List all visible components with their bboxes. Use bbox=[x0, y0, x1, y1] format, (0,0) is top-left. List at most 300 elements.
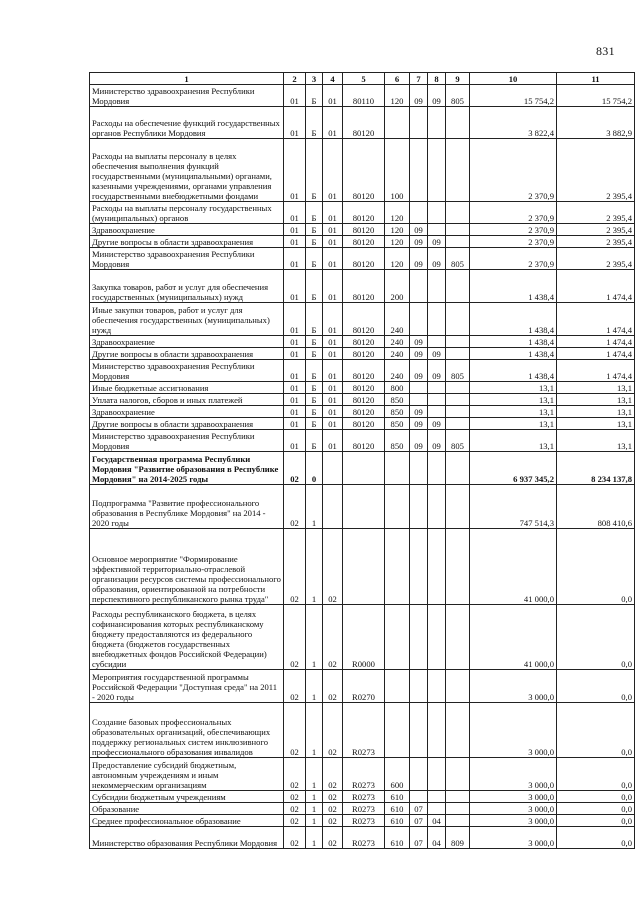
code-cell: 01 bbox=[323, 248, 343, 270]
code-cell bbox=[446, 107, 470, 139]
code-cell bbox=[428, 406, 446, 418]
code-cell: 80120 bbox=[343, 303, 385, 336]
table-row bbox=[90, 224, 635, 236]
code-cell: R0273 bbox=[343, 815, 385, 827]
header-cell: 9 bbox=[446, 73, 470, 85]
code-cell: 01 bbox=[323, 430, 343, 452]
code-cell: 01 bbox=[323, 224, 343, 236]
code-cell: 02 bbox=[323, 791, 343, 803]
code-cell bbox=[385, 485, 410, 529]
code-cell: Б bbox=[306, 202, 323, 224]
code-cell: 01 bbox=[284, 382, 306, 394]
amount-cell: 1 438,4 bbox=[470, 336, 557, 348]
header-cell: 10 bbox=[470, 73, 557, 85]
code-cell: 02 bbox=[323, 758, 343, 791]
code-cell bbox=[446, 406, 470, 418]
code-cell: 805 bbox=[446, 430, 470, 452]
code-cell: Б bbox=[306, 394, 323, 406]
code-cell: 01 bbox=[323, 418, 343, 430]
code-cell: R0273 bbox=[343, 791, 385, 803]
code-cell: 80120 bbox=[343, 224, 385, 236]
code-cell: Б bbox=[306, 406, 323, 418]
amount-cell: 0,0 bbox=[557, 815, 635, 827]
code-cell bbox=[446, 382, 470, 394]
code-cell bbox=[410, 703, 428, 758]
code-cell bbox=[446, 758, 470, 791]
code-cell: 01 bbox=[323, 303, 343, 336]
code-cell: 01 bbox=[323, 336, 343, 348]
item-name-cell: Министерство здравоохранения Республики Мордовия bbox=[90, 85, 284, 107]
code-cell: 01 bbox=[323, 382, 343, 394]
amount-cell: 13,1 bbox=[557, 418, 635, 430]
header-cell: 11 bbox=[557, 73, 635, 85]
header-cell: 7 bbox=[410, 73, 428, 85]
code-cell: 02 bbox=[323, 529, 343, 605]
table-row bbox=[90, 85, 635, 107]
code-cell: 09 bbox=[428, 85, 446, 107]
code-cell: 02 bbox=[284, 670, 306, 703]
amount-cell: 1 474,4 bbox=[557, 303, 635, 336]
table-row bbox=[90, 605, 635, 670]
code-cell bbox=[410, 202, 428, 224]
code-cell: 80120 bbox=[343, 348, 385, 360]
item-name-cell: Создание базовых профессиональных образовательных организаций, обеспечивающих поддержку региональных систем инклюзивного профессионального образования инвалидов bbox=[90, 703, 284, 758]
code-cell: 02 bbox=[284, 815, 306, 827]
code-cell: 120 bbox=[385, 85, 410, 107]
code-cell bbox=[428, 703, 446, 758]
code-cell bbox=[343, 452, 385, 485]
amount-cell: 2 395,4 bbox=[557, 224, 635, 236]
item-name-cell: Другие вопросы в области здравоохранения bbox=[90, 348, 284, 360]
code-cell bbox=[428, 670, 446, 703]
amount-cell: 1 474,4 bbox=[557, 360, 635, 382]
amount-cell: 13,1 bbox=[557, 406, 635, 418]
code-cell: 1 bbox=[306, 803, 323, 815]
code-cell: 850 bbox=[385, 430, 410, 452]
code-cell bbox=[446, 791, 470, 803]
amount-cell: 747 514,3 bbox=[470, 485, 557, 529]
code-cell bbox=[385, 107, 410, 139]
item-name-cell: Уплата налогов, сборов и иных платежей bbox=[90, 394, 284, 406]
code-cell: 09 bbox=[410, 418, 428, 430]
amount-cell: 13,1 bbox=[470, 394, 557, 406]
code-cell bbox=[428, 394, 446, 406]
code-cell bbox=[428, 382, 446, 394]
code-cell bbox=[410, 394, 428, 406]
code-cell bbox=[446, 139, 470, 202]
code-cell: 01 bbox=[284, 394, 306, 406]
code-cell: 09 bbox=[428, 348, 446, 360]
amount-cell: 6 937 345,2 bbox=[470, 452, 557, 485]
code-cell bbox=[343, 485, 385, 529]
code-cell: 07 bbox=[410, 803, 428, 815]
code-cell: 610 bbox=[385, 791, 410, 803]
code-cell: 09 bbox=[410, 406, 428, 418]
budget-table bbox=[89, 72, 635, 849]
item-name-cell: Иные закупки товаров, работ и услуг для обеспечения государственных (муниципальных) нужд bbox=[90, 303, 284, 336]
code-cell: 80120 bbox=[343, 406, 385, 418]
code-cell: 09 bbox=[428, 360, 446, 382]
code-cell: 02 bbox=[284, 703, 306, 758]
amount-cell: 0,0 bbox=[557, 791, 635, 803]
code-cell bbox=[446, 670, 470, 703]
code-cell: 01 bbox=[284, 418, 306, 430]
table-row bbox=[90, 382, 635, 394]
amount-cell: 3 000,0 bbox=[470, 758, 557, 791]
item-name-cell: Другие вопросы в области здравоохранения bbox=[90, 236, 284, 248]
amount-cell: 0,0 bbox=[557, 703, 635, 758]
code-cell: 120 bbox=[385, 236, 410, 248]
amount-cell: 2 370,9 bbox=[470, 236, 557, 248]
code-cell: 02 bbox=[284, 758, 306, 791]
item-name-cell: Министерство здравоохранения Республики Мордовия bbox=[90, 248, 284, 270]
code-cell: 04 bbox=[428, 827, 446, 849]
code-cell: Б bbox=[306, 139, 323, 202]
code-cell: 240 bbox=[385, 336, 410, 348]
code-cell bbox=[410, 758, 428, 791]
table-row bbox=[90, 360, 635, 382]
amount-cell: 3 000,0 bbox=[470, 703, 557, 758]
code-cell: 02 bbox=[323, 605, 343, 670]
code-cell: 09 bbox=[428, 248, 446, 270]
code-cell bbox=[446, 605, 470, 670]
amount-cell: 0,0 bbox=[557, 803, 635, 815]
code-cell: 07 bbox=[410, 827, 428, 849]
code-cell bbox=[446, 348, 470, 360]
code-cell: 1 bbox=[306, 529, 323, 605]
table-row bbox=[90, 815, 635, 827]
code-cell: Б bbox=[306, 303, 323, 336]
code-cell: 200 bbox=[385, 270, 410, 303]
amount-cell: 2 370,9 bbox=[470, 224, 557, 236]
table-row bbox=[90, 670, 635, 703]
code-cell: 240 bbox=[385, 360, 410, 382]
code-cell: 1 bbox=[306, 605, 323, 670]
code-cell bbox=[446, 336, 470, 348]
table-row bbox=[90, 703, 635, 758]
code-cell bbox=[385, 529, 410, 605]
amount-cell: 8 234 137,8 bbox=[557, 452, 635, 485]
code-cell: 01 bbox=[284, 270, 306, 303]
code-cell bbox=[446, 236, 470, 248]
amount-cell: 1 438,4 bbox=[470, 303, 557, 336]
code-cell: Б bbox=[306, 360, 323, 382]
table-row bbox=[90, 406, 635, 418]
header-cell: 3 bbox=[306, 73, 323, 85]
amount-cell: 1 474,4 bbox=[557, 336, 635, 348]
code-cell: 800 bbox=[385, 382, 410, 394]
code-cell bbox=[410, 303, 428, 336]
item-name-cell: Расходы на выплаты персоналу государственных (муниципальных) органов bbox=[90, 202, 284, 224]
code-cell bbox=[428, 107, 446, 139]
item-name-cell: Другие вопросы в области здравоохранения bbox=[90, 418, 284, 430]
code-cell bbox=[385, 703, 410, 758]
amount-cell: 15 754,2 bbox=[557, 85, 635, 107]
code-cell bbox=[428, 485, 446, 529]
code-cell: 01 bbox=[284, 85, 306, 107]
code-cell bbox=[428, 202, 446, 224]
amount-cell: 13,1 bbox=[557, 382, 635, 394]
code-cell: 02 bbox=[323, 670, 343, 703]
code-cell: 01 bbox=[323, 348, 343, 360]
code-cell: 80120 bbox=[343, 430, 385, 452]
table-row bbox=[90, 248, 635, 270]
code-cell: 80120 bbox=[343, 139, 385, 202]
code-cell: R0273 bbox=[343, 827, 385, 849]
code-cell: 02 bbox=[323, 803, 343, 815]
amount-cell: 1 474,4 bbox=[557, 348, 635, 360]
code-cell: 09 bbox=[410, 224, 428, 236]
code-cell bbox=[428, 452, 446, 485]
code-cell: Б bbox=[306, 348, 323, 360]
code-cell: 01 bbox=[284, 107, 306, 139]
table-row bbox=[90, 418, 635, 430]
amount-cell: 13,1 bbox=[470, 406, 557, 418]
table-row bbox=[90, 236, 635, 248]
item-name-cell: Среднее профессиональное образование bbox=[90, 815, 284, 827]
code-cell: 850 bbox=[385, 394, 410, 406]
code-cell: Б bbox=[306, 85, 323, 107]
code-cell: 01 bbox=[323, 270, 343, 303]
code-cell: 01 bbox=[323, 202, 343, 224]
code-cell bbox=[446, 452, 470, 485]
amount-cell: 2 370,9 bbox=[470, 248, 557, 270]
code-cell: 09 bbox=[410, 430, 428, 452]
code-cell: 80120 bbox=[343, 382, 385, 394]
code-cell bbox=[385, 670, 410, 703]
code-cell bbox=[446, 703, 470, 758]
code-cell bbox=[446, 485, 470, 529]
amount-cell: 0,0 bbox=[557, 758, 635, 791]
code-cell: 02 bbox=[284, 605, 306, 670]
code-cell bbox=[410, 382, 428, 394]
item-name-cell: Расходы республиканского бюджета, в целях софинансирования которых республиканскому бюджету предоставляются из федерального бюджета (бюджетов государственных внебюджетных фондов Российской Федерации) субсидии bbox=[90, 605, 284, 670]
table-row bbox=[90, 394, 635, 406]
code-cell bbox=[428, 803, 446, 815]
amount-cell: 0,0 bbox=[557, 827, 635, 849]
code-cell bbox=[446, 202, 470, 224]
table-row bbox=[90, 758, 635, 791]
code-cell: 02 bbox=[284, 803, 306, 815]
code-cell bbox=[446, 394, 470, 406]
header-cell: 8 bbox=[428, 73, 446, 85]
amount-cell: 13,1 bbox=[470, 418, 557, 430]
code-cell: 02 bbox=[284, 452, 306, 485]
code-cell: 1 bbox=[306, 703, 323, 758]
code-cell bbox=[428, 139, 446, 202]
table-row bbox=[90, 107, 635, 139]
code-cell bbox=[446, 303, 470, 336]
code-cell bbox=[410, 791, 428, 803]
item-name-cell: Подпрограмма "Развитие профессионального образования в Республике Мордовия" на 2014 - 2020 годы bbox=[90, 485, 284, 529]
table-row bbox=[90, 270, 635, 303]
code-cell: 610 bbox=[385, 827, 410, 849]
item-name-cell: Основное мероприятие "Формирование эффективной территориально-отраслевой организации ресурсов системы профессионального образования, ориентированной на потребности перспективного республиканского рынка труда" bbox=[90, 529, 284, 605]
header-cell: 2 bbox=[284, 73, 306, 85]
code-cell: 01 bbox=[323, 406, 343, 418]
amount-cell: 13,1 bbox=[557, 394, 635, 406]
code-cell: 80120 bbox=[343, 270, 385, 303]
code-cell bbox=[428, 758, 446, 791]
code-cell: Б bbox=[306, 107, 323, 139]
code-cell: 07 bbox=[410, 815, 428, 827]
code-cell: 120 bbox=[385, 248, 410, 270]
amount-cell: 2 370,9 bbox=[470, 202, 557, 224]
code-cell: R0273 bbox=[343, 758, 385, 791]
amount-cell: 2 395,4 bbox=[557, 139, 635, 202]
table-row bbox=[90, 348, 635, 360]
header-cell: 5 bbox=[343, 73, 385, 85]
code-cell: 09 bbox=[428, 430, 446, 452]
table-row bbox=[90, 303, 635, 336]
amount-cell: 1 438,4 bbox=[470, 270, 557, 303]
item-name-cell: Иные бюджетные ассигнования bbox=[90, 382, 284, 394]
item-name-cell: Государственная программа Республики Мордовия "Развитие образования в Республике Мордовия" на 2014-2025 годы bbox=[90, 452, 284, 485]
table-row bbox=[90, 452, 635, 485]
header-cell: 6 bbox=[385, 73, 410, 85]
code-cell: 02 bbox=[284, 529, 306, 605]
code-cell: R0000 bbox=[343, 605, 385, 670]
code-cell: 02 bbox=[323, 703, 343, 758]
code-cell: 240 bbox=[385, 348, 410, 360]
code-cell: 80120 bbox=[343, 336, 385, 348]
code-cell: 01 bbox=[284, 236, 306, 248]
table-row bbox=[90, 485, 635, 529]
code-cell bbox=[323, 452, 343, 485]
header-cell: 1 bbox=[90, 73, 284, 85]
amount-cell: 2 395,4 bbox=[557, 202, 635, 224]
code-cell: 1 bbox=[306, 791, 323, 803]
code-cell: 01 bbox=[284, 406, 306, 418]
code-cell bbox=[446, 815, 470, 827]
code-cell: 09 bbox=[428, 418, 446, 430]
code-cell: 01 bbox=[284, 348, 306, 360]
code-cell bbox=[428, 336, 446, 348]
code-cell: 120 bbox=[385, 224, 410, 236]
code-cell: 09 bbox=[410, 236, 428, 248]
code-cell: 09 bbox=[410, 336, 428, 348]
code-cell: 610 bbox=[385, 815, 410, 827]
amount-cell: 3 822,4 bbox=[470, 107, 557, 139]
code-cell: R0273 bbox=[343, 803, 385, 815]
code-cell: R0270 bbox=[343, 670, 385, 703]
amount-cell: 808 410,6 bbox=[557, 485, 635, 529]
code-cell bbox=[446, 224, 470, 236]
code-cell: Б bbox=[306, 248, 323, 270]
code-cell: 01 bbox=[323, 107, 343, 139]
item-name-cell: Образование bbox=[90, 803, 284, 815]
amount-cell: 0,0 bbox=[557, 605, 635, 670]
code-cell bbox=[385, 605, 410, 670]
amount-cell: 2 370,9 bbox=[470, 139, 557, 202]
table-row bbox=[90, 202, 635, 224]
code-cell: Б bbox=[306, 418, 323, 430]
table-row bbox=[90, 803, 635, 815]
code-cell: 09 bbox=[410, 248, 428, 270]
code-cell: 80120 bbox=[343, 418, 385, 430]
code-cell: 01 bbox=[284, 248, 306, 270]
code-cell bbox=[428, 224, 446, 236]
code-cell: 04 bbox=[428, 815, 446, 827]
item-name-cell: Здравоохранение bbox=[90, 406, 284, 418]
code-cell: 01 bbox=[284, 336, 306, 348]
code-cell: 09 bbox=[428, 236, 446, 248]
code-cell bbox=[446, 270, 470, 303]
code-cell bbox=[428, 270, 446, 303]
code-cell: 1 bbox=[306, 815, 323, 827]
code-cell: Б bbox=[306, 236, 323, 248]
code-cell: 09 bbox=[410, 85, 428, 107]
item-name-cell: Расходы на обеспечение функций государственных органов Республики Мордовия bbox=[90, 107, 284, 139]
code-cell: 1 bbox=[306, 485, 323, 529]
amount-cell: 1 438,4 bbox=[470, 360, 557, 382]
amount-cell: 1 474,4 bbox=[557, 270, 635, 303]
amount-cell: 41 000,0 bbox=[470, 605, 557, 670]
code-cell bbox=[323, 485, 343, 529]
item-name-cell: Министерство здравоохранения Республики Мордовия bbox=[90, 430, 284, 452]
amount-cell: 3 000,0 bbox=[470, 670, 557, 703]
code-cell bbox=[428, 791, 446, 803]
code-cell bbox=[410, 485, 428, 529]
table-row bbox=[90, 827, 635, 849]
amount-cell: 15 754,2 bbox=[470, 85, 557, 107]
table-row bbox=[90, 430, 635, 452]
code-cell: 01 bbox=[284, 303, 306, 336]
code-cell: 01 bbox=[284, 224, 306, 236]
code-cell: 809 bbox=[446, 827, 470, 849]
code-cell bbox=[410, 270, 428, 303]
code-cell: 600 bbox=[385, 758, 410, 791]
code-cell: R0273 bbox=[343, 703, 385, 758]
item-name-cell: Министерство здравоохранения Республики Мордовия bbox=[90, 360, 284, 382]
item-name-cell: Здравоохранение bbox=[90, 224, 284, 236]
item-name-cell: Субсидии бюджетным учреждениям bbox=[90, 791, 284, 803]
code-cell: 80120 bbox=[343, 248, 385, 270]
code-cell bbox=[428, 529, 446, 605]
item-name-cell: Закупка товаров, работ и услуг для обеспечения государственных (муниципальных) нужд bbox=[90, 270, 284, 303]
code-cell: 0 bbox=[306, 452, 323, 485]
code-cell bbox=[428, 303, 446, 336]
amount-cell: 3 882,9 bbox=[557, 107, 635, 139]
header-cell: 4 bbox=[323, 73, 343, 85]
code-cell bbox=[446, 529, 470, 605]
code-cell: 120 bbox=[385, 202, 410, 224]
amount-cell: 13,1 bbox=[470, 430, 557, 452]
code-cell: 80110 bbox=[343, 85, 385, 107]
code-cell bbox=[385, 452, 410, 485]
code-cell bbox=[410, 452, 428, 485]
table-row bbox=[90, 529, 635, 605]
item-name-cell: Министерство образования Республики Мордовия bbox=[90, 827, 284, 849]
code-cell: 610 bbox=[385, 803, 410, 815]
code-cell: 01 bbox=[323, 394, 343, 406]
amount-cell: 3 000,0 bbox=[470, 803, 557, 815]
code-cell bbox=[410, 139, 428, 202]
amount-cell: 2 395,4 bbox=[557, 248, 635, 270]
code-cell: 02 bbox=[323, 827, 343, 849]
amount-cell: 2 395,4 bbox=[557, 236, 635, 248]
code-cell: 805 bbox=[446, 85, 470, 107]
code-cell: 01 bbox=[323, 139, 343, 202]
code-cell: 80120 bbox=[343, 236, 385, 248]
code-cell: 09 bbox=[410, 348, 428, 360]
code-cell: 02 bbox=[284, 791, 306, 803]
code-cell: 100 bbox=[385, 139, 410, 202]
code-cell bbox=[446, 803, 470, 815]
code-cell: 02 bbox=[323, 815, 343, 827]
table-body bbox=[90, 73, 635, 849]
code-cell bbox=[410, 605, 428, 670]
